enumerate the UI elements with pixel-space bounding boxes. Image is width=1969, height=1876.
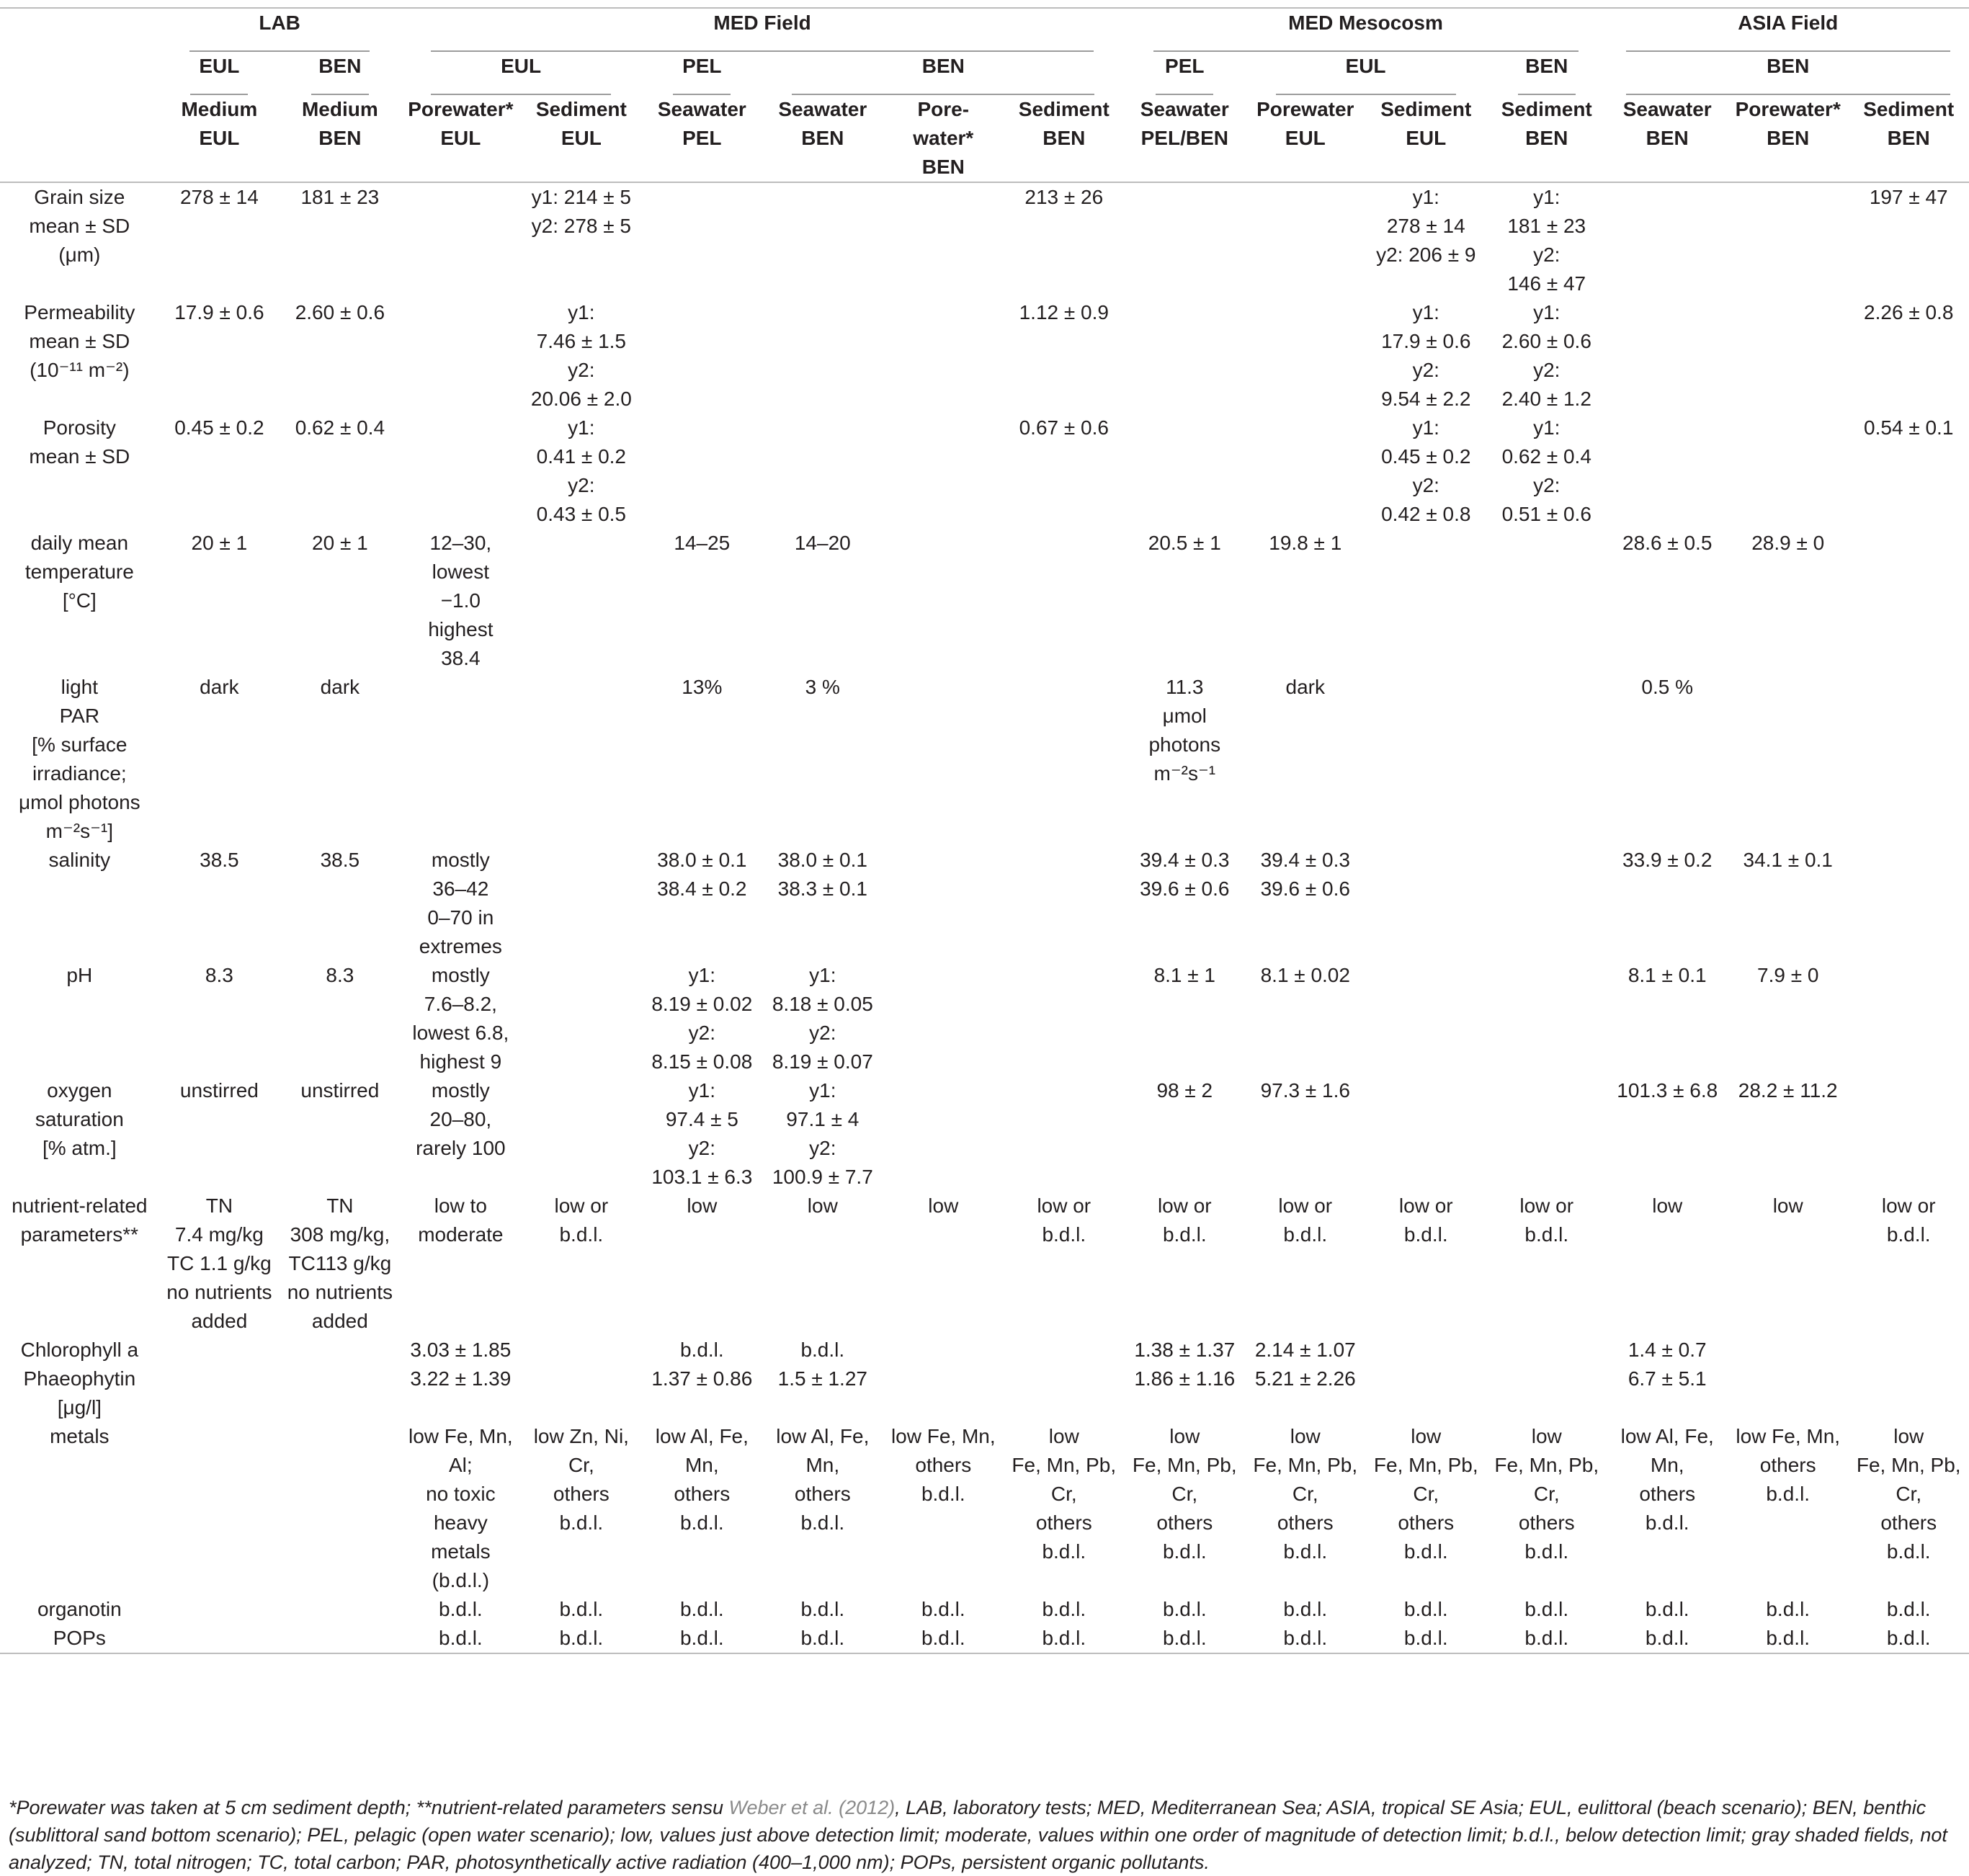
table-cell: TN 7.4 mg/kg TC 1.1 g/kg no nutrients added [166, 1194, 272, 1332]
column-header: Sediment BEN [1501, 98, 1592, 149]
table-cell: mostly 36–42 0–70 in extremes [419, 849, 502, 957]
table-cell: b.d.l. [439, 1627, 483, 1649]
table-cell: low Fe, Mn, Pb, Cr, others b.d.l. [1253, 1425, 1358, 1563]
table-cell: low or b.d.l. [1037, 1194, 1091, 1246]
table-cell [1004, 961, 1125, 1076]
table-cell [521, 846, 641, 961]
subgroup-header: PEL [642, 52, 762, 95]
table-cell: low or b.d.l. [1519, 1194, 1574, 1246]
table-cell: low [1652, 1194, 1683, 1217]
table-cell: y1: 214 ± 5 y2: 278 ± 5 [531, 186, 632, 237]
table-cell [1848, 673, 1969, 846]
group-header-asia-field: ASIA Field [1607, 8, 1969, 52]
row-label: organotin [37, 1598, 122, 1620]
table-cell [883, 182, 1004, 298]
table-row [0, 961, 1969, 1076]
table-cell [1728, 298, 1848, 414]
table-cell: b.d.l. [1645, 1598, 1689, 1620]
table-cell: TN 308 mg/kg, TC113 g/kg no nutrients added [287, 1194, 393, 1332]
table-cell: 278 ± 14 [179, 186, 259, 208]
table-cell [521, 673, 641, 846]
table-cell: 101.3 ± 6.8 [1617, 1079, 1718, 1102]
table-cell: y1: 2.60 ± 0.6 y2: 2.40 ± 1.2 [1501, 301, 1591, 410]
table-cell: 20 ± 1 [312, 532, 368, 554]
table-cell: 8.3 [205, 964, 233, 986]
table-cell: b.d.l. [1403, 1598, 1448, 1620]
table-cell: b.d.l. [921, 1627, 965, 1649]
table-cell: 19.8 ± 1 [1269, 532, 1342, 554]
table-cell: low Al, Fe, Mn, others b.d.l. [776, 1425, 870, 1534]
table-cell [642, 414, 762, 529]
table-cell [1366, 1076, 1486, 1192]
table-cell [1486, 1076, 1607, 1192]
row-label: POPs [53, 1627, 106, 1649]
table-cell: b.d.l. [1403, 1627, 1448, 1649]
table-cell: 13% [682, 676, 723, 698]
table-cell: 34.1 ± 0.1 [1743, 849, 1833, 871]
corner-cell [0, 8, 159, 52]
table-cell: 38.5 [200, 849, 239, 871]
table-cell [159, 1624, 280, 1653]
table-cell [1486, 1336, 1607, 1422]
table-cell: low to moderate [418, 1194, 504, 1246]
table-cell [883, 961, 1004, 1076]
data-table [0, 7, 1969, 1654]
table-cell [1486, 846, 1607, 961]
table-cell: 213 ± 26 [1024, 186, 1104, 208]
table-cell: b.d.l. [1524, 1598, 1569, 1620]
table-cell [762, 414, 883, 529]
table-cell [1245, 298, 1365, 414]
table-cell [1486, 961, 1607, 1076]
table-cell: 3 % [805, 676, 840, 698]
table-cell [1728, 1336, 1848, 1422]
table-cell: low or b.d.l. [1881, 1194, 1936, 1246]
table-cell: y1: 8.18 ± 0.05 y2: 8.19 ± 0.07 [772, 964, 873, 1073]
table-cell [1728, 414, 1848, 529]
table-cell: b.d.l. [1283, 1598, 1328, 1620]
table-cell: 7.9 ± 0 [1757, 964, 1819, 986]
table-cell: 11.3 μmol photons m⁻²s⁻¹ [1148, 676, 1221, 785]
table-cell: 1.38 ± 1.37 1.86 ± 1.16 [1134, 1339, 1236, 1390]
column-header: Sediment EUL [1380, 98, 1472, 149]
table-row [0, 1076, 1969, 1192]
table-cell: 97.3 ± 1.6 [1260, 1079, 1350, 1102]
table-cell: low Fe, Mn, Pb, Cr, others b.d.l. [1494, 1425, 1599, 1563]
subgroup-header: EUL [401, 52, 642, 95]
table-cell: 8.1 ± 0.1 [1628, 964, 1707, 986]
column-header: Pore- water* BEN [913, 98, 974, 178]
table-cell [1125, 182, 1245, 298]
table-row [0, 1624, 1969, 1653]
row-label: Permeability mean ± SD (10⁻¹¹ m⁻²) [24, 301, 135, 381]
column-header: Porewater* EUL [408, 98, 514, 149]
column-header: Sediment BEN [1018, 98, 1109, 149]
table-cell [1848, 846, 1969, 961]
group-header-med-field: MED Field [401, 8, 1125, 52]
table-cell: b.d.l. [679, 1598, 724, 1620]
table-cell [883, 673, 1004, 846]
table-cell [1004, 1336, 1125, 1422]
table-cell: low Fe, Mn, others b.d.l. [890, 1425, 996, 1505]
row-label: oxygen saturation [% atm.] [35, 1079, 124, 1159]
table-cell: 39.4 ± 0.3 39.6 ± 0.6 [1140, 849, 1230, 900]
table-cell: 0.67 ± 0.6 [1019, 416, 1109, 439]
subgroup-header: BEN [762, 52, 1124, 95]
column-header: Seawater BEN [1622, 98, 1712, 149]
table-cell [1607, 414, 1727, 529]
table-cell [1848, 529, 1969, 673]
table-cell: low Zn, Ni, Cr, others b.d.l. [533, 1425, 629, 1534]
table-cell [401, 673, 521, 846]
table-cell: low Fe, Mn, Pb, Cr, others b.d.l. [1132, 1425, 1237, 1563]
table-cell: low or b.d.l. [1398, 1194, 1453, 1246]
table-cell [280, 1336, 400, 1422]
table-row [0, 1336, 1969, 1422]
table-footnote: *Porewater was taken at 5 cm sediment depth; **nutrient-related parameters sensu Weber et al. (2012), LAB, laboratory tests; MED, Mediterranean Sea; ASIA, tropical SE Asia; EUL, eulittoral (beach scenario); BEN, benthic (sublittoral sand bottom scenario); PEL, pelagic (open water scenario); low, values just above detection limit; moderate, values within one order of magnitude of detection limit; b.d.l., below detection limit; gray shaded fields, not analyzed; TN, total nitrogen; TC, total carbon; PAR, photosynthetically active radiation (400–1,000 nm); POPs, persistent organic pollutants. [9, 1797, 1947, 1873]
table-cell: 2.60 ± 0.6 [295, 301, 385, 323]
table-cell: 28.6 ± 0.5 [1622, 532, 1713, 554]
table-cell: 197 ± 47 [1869, 186, 1948, 208]
column-header: Sediment EUL [535, 98, 627, 149]
table-cell: y1: 278 ± 14 y2: 206 ± 9 [1376, 186, 1476, 266]
table-cell: mostly 20–80, rarely 100 [416, 1079, 506, 1159]
table-cell [1245, 414, 1365, 529]
table-cell: y1: 7.46 ± 1.5 y2: 20.06 ± 2.0 [530, 301, 632, 410]
table-cell: 1.4 ± 0.7 6.7 ± 5.1 [1628, 1339, 1707, 1390]
table-cell: dark [320, 676, 360, 698]
table-cell [401, 182, 521, 298]
table-cell [1607, 298, 1727, 414]
table-cell [1004, 673, 1125, 846]
table-cell: b.d.l. [1886, 1627, 1931, 1649]
table-cell: 20.5 ± 1 [1148, 532, 1221, 554]
table-cell [1848, 1076, 1969, 1192]
table-cell: low or b.d.l. [1157, 1194, 1212, 1246]
table-cell [642, 298, 762, 414]
table-cell [883, 529, 1004, 673]
table-cell [1004, 529, 1125, 673]
table-cell: b.d.l. [1524, 1627, 1569, 1649]
table-cell [159, 1595, 280, 1624]
table-row [0, 673, 1969, 846]
table-cell: b.d.l. [559, 1598, 604, 1620]
table-cell: 12–30, lowest −1.0 highest 38.4 [428, 532, 494, 669]
table-cell: low Al, Fe, Mn, others b.d.l. [1620, 1425, 1714, 1534]
table-cell [521, 1076, 641, 1192]
table-row [0, 414, 1969, 529]
table-cell: 38.0 ± 0.1 38.3 ± 0.1 [777, 849, 867, 900]
table-cell [280, 1595, 400, 1624]
row-label: pH [66, 964, 93, 986]
subgroup-header: EUL [159, 52, 280, 95]
row-label: Grain size mean ± SD (μm) [29, 186, 130, 266]
table-cell [1366, 1336, 1486, 1422]
table-cell: 98 ± 2 [1156, 1079, 1213, 1102]
table-cell: low Fe, Mn, Pb, Cr, others b.d.l. [1373, 1425, 1478, 1563]
column-header: Medium EUL [181, 98, 258, 149]
subgroup-header: PEL [1125, 52, 1245, 95]
table-cell: dark [1285, 676, 1325, 698]
table-cell: y1: 0.62 ± 0.4 y2: 0.51 ± 0.6 [1501, 416, 1591, 525]
table-cell: b.d.l. [1162, 1627, 1207, 1649]
table-cell: 2.14 ± 1.07 5.21 ± 2.26 [1254, 1339, 1356, 1390]
table-cell: y1: 97.4 ± 5 y2: 103.1 ± 6.3 [651, 1079, 753, 1188]
subgroup-header: EUL [1245, 52, 1486, 95]
table-cell [1366, 846, 1486, 961]
row-label: light PAR [% surface irradiance; μmol photons m⁻²s⁻¹] [18, 676, 140, 842]
table-cell: 0.54 ± 0.1 [1864, 416, 1954, 439]
table-cell: y1: 181 ± 23 y2: 146 ± 47 [1507, 186, 1586, 295]
table-cell: b.d.l. [1283, 1627, 1328, 1649]
table-cell: y1: 0.41 ± 0.2 y2: 0.43 ± 0.5 [536, 416, 627, 525]
table-cell [883, 1336, 1004, 1422]
table-cell: 20 ± 1 [191, 532, 248, 554]
column-header: Porewater* BEN [1735, 98, 1841, 149]
table-cell [883, 298, 1004, 414]
subgroup-header: BEN [1486, 52, 1607, 95]
table-cell: 33.9 ± 0.2 [1622, 849, 1713, 871]
table-cell: 28.9 ± 0 [1751, 532, 1825, 554]
subgroup-header: BEN [1607, 52, 1969, 95]
table-row [0, 1422, 1969, 1595]
table-cell: b.d.l. [1042, 1598, 1086, 1620]
group-header-med-mesocosm: MED Mesocosm [1125, 8, 1607, 52]
table-cell: low Al, Fe, Mn, others b.d.l. [655, 1425, 749, 1534]
table-cell: 0.45 ± 0.2 [174, 416, 264, 439]
table-cell: 2.26 ± 0.8 [1864, 301, 1954, 323]
table-cell [1004, 846, 1125, 961]
table-cell: b.d.l. 1.5 ± 1.27 [777, 1339, 867, 1390]
table-cell: b.d.l. [1766, 1598, 1811, 1620]
table-cell: b.d.l. [1042, 1627, 1086, 1649]
table-cell: 1.12 ± 0.9 [1019, 301, 1109, 323]
table-cell [521, 961, 641, 1076]
table-cell: b.d.l. 1.37 ± 0.86 [651, 1339, 753, 1390]
table-cell: 38.0 ± 0.1 38.4 ± 0.2 [657, 849, 747, 900]
group-header-lab: LAB [159, 8, 401, 52]
table-cell [159, 1336, 280, 1422]
table-cell [1486, 673, 1607, 846]
table-cell: low [807, 1194, 838, 1217]
table-body [0, 182, 1969, 1653]
table-cell: low Fe, Mn, Pb, Cr, others b.d.l. [1856, 1425, 1961, 1563]
table-cell: 14–20 [794, 532, 851, 554]
table-cell: low Fe, Mn, Al; no toxic heavy metals (b.d.l.) [408, 1425, 513, 1591]
table-cell: b.d.l. [1162, 1598, 1207, 1620]
table-cell [883, 1076, 1004, 1192]
table-cell [1848, 1336, 1969, 1422]
row-label: metals [50, 1425, 110, 1447]
table-cell: low or b.d.l. [554, 1194, 609, 1246]
table-cell [1848, 961, 1969, 1076]
table-cell: 14–25 [674, 532, 731, 554]
row-label: salinity [48, 849, 111, 871]
table-cell [1366, 961, 1486, 1076]
table-cell: b.d.l. [800, 1598, 845, 1620]
table-cell [883, 846, 1004, 961]
column-header: Seawater PEL [657, 98, 746, 149]
table-cell: low Fe, Mn, Pb, Cr, others b.d.l. [1012, 1425, 1117, 1563]
table-cell [642, 182, 762, 298]
table-cell [280, 1422, 400, 1595]
table-cell: low or b.d.l. [1278, 1194, 1333, 1246]
table-cell [762, 298, 883, 414]
table-cell: y1: 17.9 ± 0.6 y2: 9.54 ± 2.2 [1381, 301, 1471, 410]
table-cell [1004, 1076, 1125, 1192]
table-cell [1486, 529, 1607, 673]
table-cell: b.d.l. [1645, 1627, 1689, 1649]
table-row [0, 298, 1969, 414]
table-row [0, 182, 1969, 298]
column-header: Seawater BEN [778, 98, 867, 149]
column-header: Porewater EUL [1256, 98, 1354, 149]
footnote-reference-link[interactable]: Weber et al. (2012) [728, 1797, 896, 1818]
table-cell: 181 ± 23 [300, 186, 380, 208]
table-cell: low Fe, Mn, others b.d.l. [1736, 1425, 1841, 1505]
row-label: Chlorophyll a Phaeophytin [μg/l] [20, 1339, 139, 1419]
table-cell [883, 414, 1004, 529]
row-label: Porosity mean ± SD [29, 416, 130, 468]
table-cell: 28.2 ± 11.2 [1738, 1079, 1838, 1102]
table-cell: 39.4 ± 0.3 39.6 ± 0.6 [1260, 849, 1350, 900]
table-cell: dark [200, 676, 239, 698]
table-cell: 8.1 ± 0.02 [1260, 964, 1350, 986]
table-cell [401, 414, 521, 529]
table-cell [762, 182, 883, 298]
row-label: nutrient-related parameters** [12, 1194, 148, 1246]
table-cell: 38.5 [320, 849, 360, 871]
table-row [0, 1192, 1969, 1336]
table-cell [1728, 182, 1848, 298]
table-cell [1607, 182, 1727, 298]
table-cell: 3.03 ± 1.85 3.22 ± 1.39 [410, 1339, 512, 1390]
table-cell: b.d.l. [800, 1627, 845, 1649]
table-cell: mostly 7.6–8.2, lowest 6.8, highest 9 [412, 964, 509, 1073]
table-cell: 8.3 [326, 964, 354, 986]
table-cell [521, 1336, 641, 1422]
table-cell: 0.5 % [1641, 676, 1694, 698]
table-cell: b.d.l. [559, 1627, 604, 1649]
table-cell [1366, 529, 1486, 673]
table-cell: 17.9 ± 0.6 [174, 301, 264, 323]
table-cell [521, 529, 641, 673]
table-cell: b.d.l. [439, 1598, 483, 1620]
table-cell: y1: 8.19 ± 0.02 y2: 8.15 ± 0.08 [651, 964, 753, 1073]
subgroup-header: BEN [280, 52, 400, 95]
table-cell: low [928, 1194, 959, 1217]
table-cell [159, 1422, 280, 1595]
table-cell: b.d.l. [679, 1627, 724, 1649]
table-cell: 0.62 ± 0.4 [295, 416, 385, 439]
table-cell: b.d.l. [1766, 1627, 1811, 1649]
column-header: Medium BEN [301, 98, 378, 149]
table-cell [1728, 673, 1848, 846]
table-cell: y1: 97.1 ± 4 y2: 100.9 ± 7.7 [772, 1079, 873, 1188]
table-row [0, 846, 1969, 961]
table-row [0, 529, 1969, 673]
column-header: Sediment BEN [1863, 98, 1955, 149]
table-cell [1366, 673, 1486, 846]
table-cell: y1: 0.45 ± 0.2 y2: 0.42 ± 0.8 [1381, 416, 1471, 525]
row-label: daily mean temperature [°C] [24, 532, 134, 612]
table-cell: 8.1 ± 1 [1153, 964, 1215, 986]
table-cell: unstirred [300, 1079, 380, 1102]
table-cell [280, 1624, 400, 1653]
table-row [0, 1595, 1969, 1624]
table-cell: b.d.l. [1886, 1598, 1931, 1620]
table-cell: b.d.l. [921, 1598, 965, 1620]
column-header: Seawater PEL/BEN [1140, 98, 1229, 149]
table-cell [1125, 298, 1245, 414]
table-cell: unstirred [179, 1079, 259, 1102]
table-cell [1125, 414, 1245, 529]
table-cell [1245, 182, 1365, 298]
table-cell: low [687, 1194, 718, 1217]
table-cell [401, 298, 521, 414]
table-cell: low [1772, 1194, 1803, 1217]
